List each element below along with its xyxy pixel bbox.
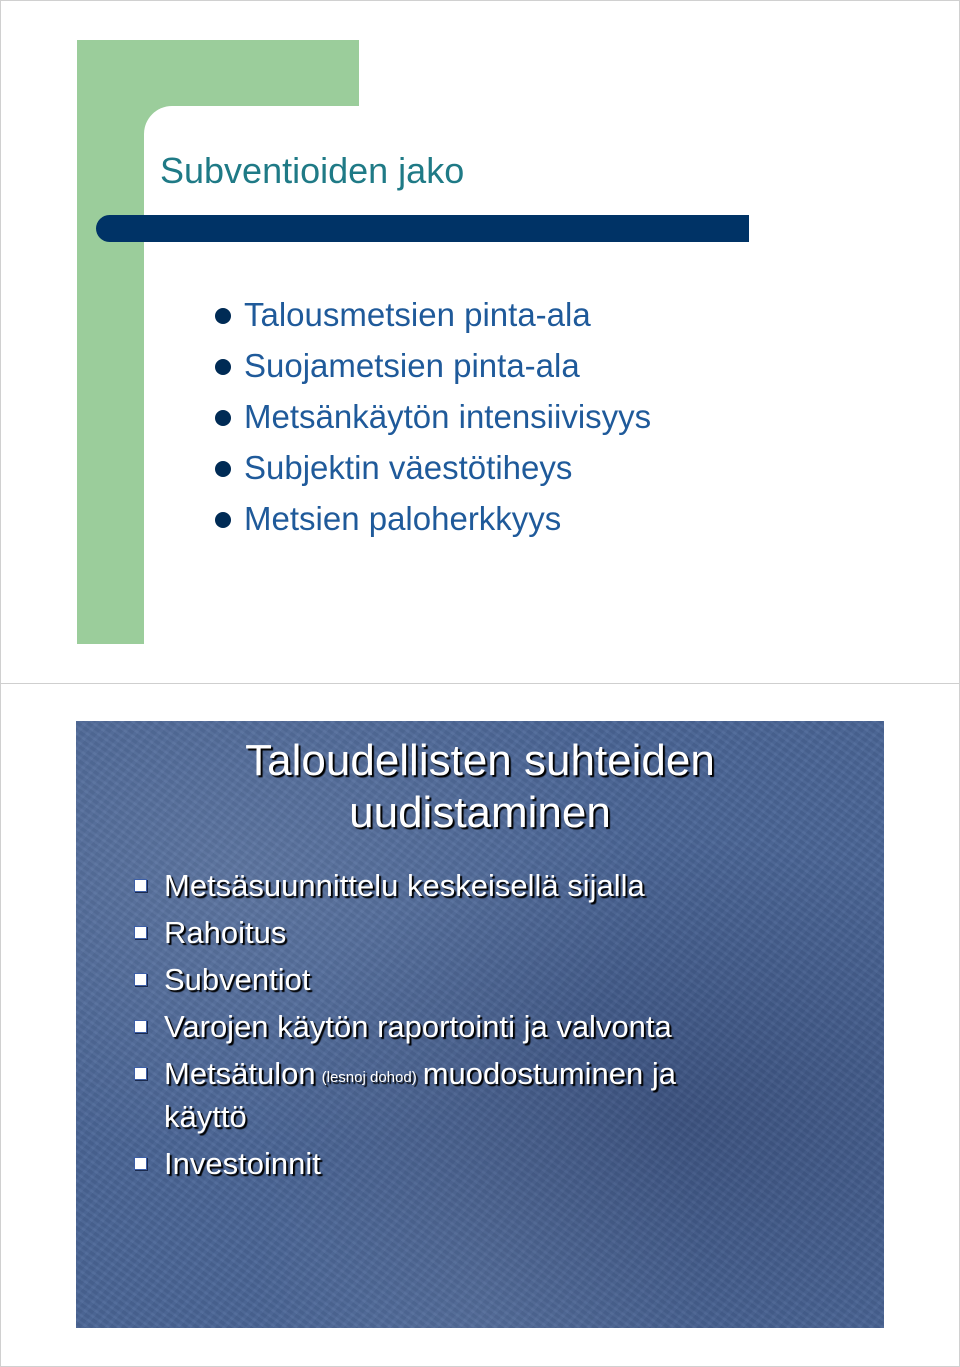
- square-bullet-icon: [134, 926, 147, 939]
- bullet-item: [134, 1054, 676, 1136]
- bullet-text: Metsäsuunnittelu keskeisellä sijalla: [164, 868, 645, 903]
- bullet-item: [215, 346, 651, 397]
- bullet-item: [134, 960, 676, 999]
- slide-1-title: Subventioiden jako: [160, 150, 465, 191]
- bullet-text: Rahoitus: [164, 915, 287, 950]
- square-bullet-icon: [134, 1020, 147, 1033]
- bullet-text: Subventiot: [164, 962, 311, 997]
- bullet-text: muodostuminen ja: [422, 1056, 677, 1091]
- square-bullet-icon: [134, 973, 147, 986]
- bullet-item: [215, 397, 651, 448]
- bullet-item: [215, 295, 651, 346]
- bullet-text: Subjektin väestötiheys: [244, 449, 573, 486]
- slide-2-bullet-list: [134, 866, 676, 1191]
- slide-1-bullet-list: [215, 295, 651, 550]
- slide-2: [76, 721, 884, 1328]
- bullet-text: Suojametsien pinta-ala: [244, 347, 580, 384]
- bullet-text: Metsien paloherkkyys: [244, 500, 562, 537]
- round-bullet-icon: [215, 461, 231, 477]
- bullet-text: Metsätulon: [164, 1056, 316, 1091]
- round-bullet-icon: [215, 359, 231, 375]
- slide-1: [0, 0, 960, 683]
- square-bullet-icon: [134, 1067, 147, 1080]
- slide-2-title: [76, 735, 884, 839]
- bullet-item: [134, 1007, 676, 1046]
- bullet-text: Investoinnit: [164, 1146, 321, 1181]
- bullet-item: [134, 1144, 676, 1183]
- bullet-small-annotation: (lesnoj dohod): [321, 1069, 417, 1086]
- title-underline-bar: [96, 215, 749, 242]
- bullet-item: [215, 448, 651, 499]
- bullet-text: Talousmetsien pinta-ala: [244, 296, 591, 333]
- round-bullet-icon: [215, 410, 231, 426]
- square-bullet-icon: [134, 879, 147, 892]
- round-bullet-icon: [215, 512, 231, 528]
- square-bullet-icon: [134, 1157, 147, 1170]
- slide-2-title-line-1: Taloudellisten suhteiden: [245, 736, 715, 785]
- slide-2-title-line-2: uudistaminen: [349, 788, 611, 837]
- bullet-text: Varojen käytön raportointi ja valvonta: [164, 1009, 672, 1044]
- bullet-text: Metsänkäytön intensiivisyys: [244, 398, 652, 435]
- round-bullet-icon: [215, 308, 231, 324]
- bullet-item: [134, 913, 676, 952]
- bullet-item: [215, 499, 651, 550]
- page-divider: [0, 683, 960, 684]
- bullet-text-continuation: käyttö: [164, 1099, 247, 1134]
- bullet-item: [134, 866, 676, 905]
